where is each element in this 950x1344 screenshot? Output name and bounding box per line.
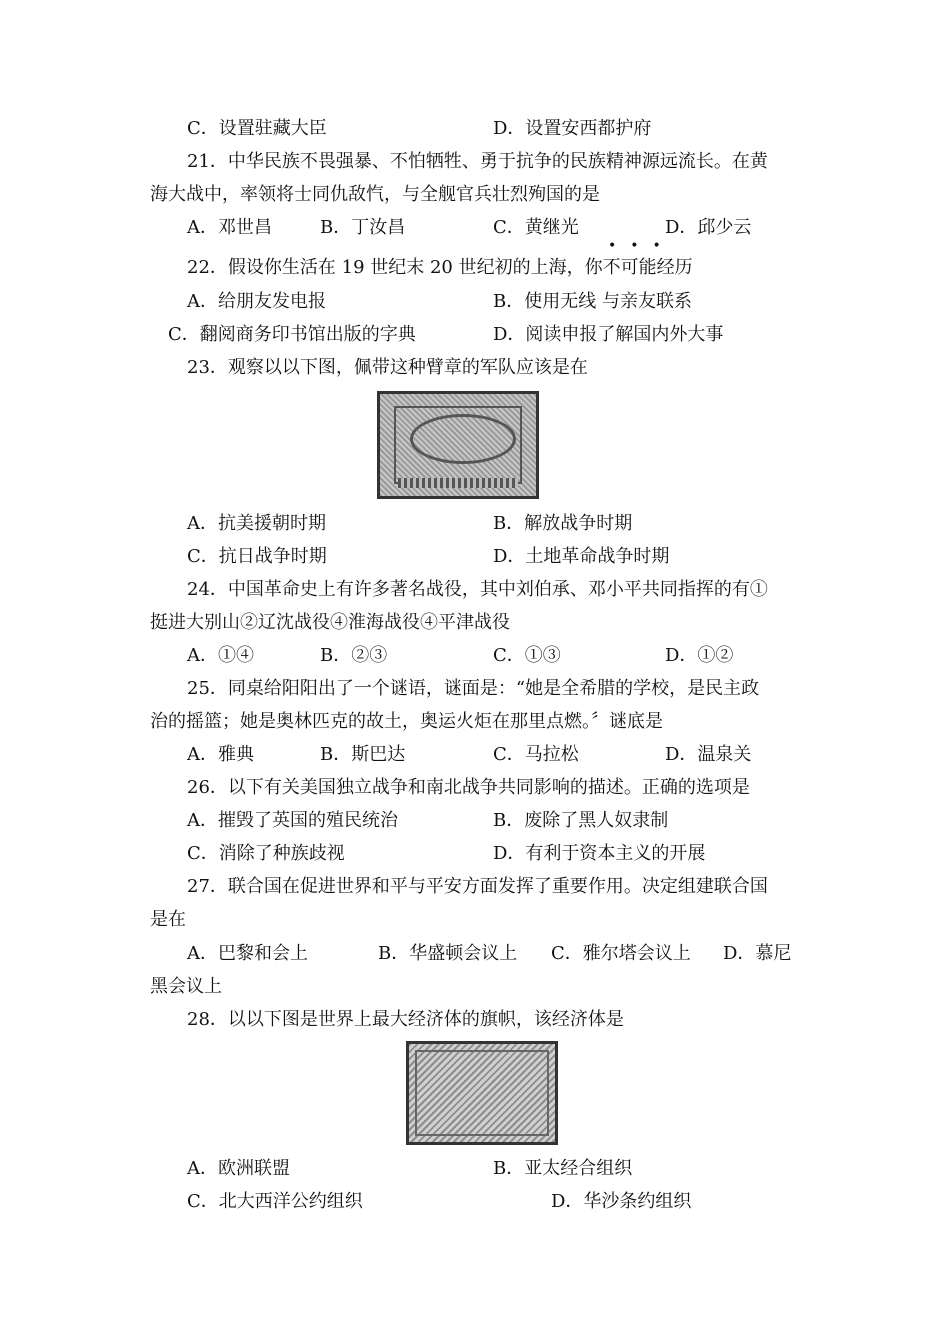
q21-option-d: D．邱少云: [665, 217, 752, 238]
q27-option-d-continued: 黑会议上: [150, 976, 222, 997]
q28-option-a: A．欧洲联盟: [187, 1158, 290, 1179]
q25-option-a: A．雅典: [187, 744, 254, 765]
q27-option-d: D．慕尼: [723, 943, 792, 964]
q24-option-c: C．①③: [493, 645, 561, 666]
q24-option-b: B．②③: [320, 645, 388, 666]
q27-stem-line2: 是在: [150, 909, 186, 930]
q21-option-b: B．丁汝昌: [320, 217, 406, 238]
q27-option-c: C．雅尔塔会议上: [551, 943, 691, 964]
q23-stem: 23．观察以以下图，佩带这种臂章的军队应该是在: [187, 357, 588, 378]
q28-stem: 28．以以下图是世界上最大经济体的旗帜，该经济体是: [187, 1009, 624, 1030]
armband-strip: [398, 478, 518, 488]
q23-option-b: B．解放战争时期: [493, 513, 633, 534]
q26-option-c: C．消除了种族歧视: [187, 843, 345, 864]
q23-option-d: D．土地革命战争时期: [493, 546, 670, 567]
q22-option-b: B．使用无线 与亲友联系: [493, 291, 692, 312]
q23-option-c: C．抗日战争时期: [187, 546, 327, 567]
q22-option-a: A．给朋友发电报: [187, 291, 326, 312]
emphasis-dots: •••: [608, 238, 675, 254]
q21-stem-line2: 海大战中，率领将士同仇敌忾，与全舰官兵壮烈殉国的是: [150, 184, 600, 205]
q27-option-b: B．华盛顿会议上: [378, 943, 518, 964]
armband-image: [377, 391, 539, 499]
q22-option-c: C．翻阅商务印书馆出版的字典: [168, 324, 416, 345]
q21-stem-line1: 21．中华民族不畏强暴、不怕牺牲、勇于抗争的民族精神源远流长。在黄: [187, 151, 768, 172]
q27-stem-line1: 27．联合国在促进世界和平与平安方面发挥了重要作用。决定组建联合国: [187, 876, 768, 897]
q26-option-d: D．有利于资本主义的开展: [493, 843, 706, 864]
q24-stem-line2: 挺进大别山②辽沈战役④淮海战役④平津战役: [150, 612, 510, 633]
q24-option-a: A．①④: [187, 645, 254, 666]
q28-option-c: C．北大西洋公约组织: [187, 1191, 363, 1212]
q22-stem: 22．假设你生活在 19 世纪末 20 世纪初的上海，你不可能经历: [187, 257, 693, 278]
q25-option-d: D．温泉关: [665, 744, 752, 765]
q28-option-d: D．华沙条约组织: [551, 1191, 692, 1212]
q25-option-c: C．马拉松: [493, 744, 579, 765]
q25-stem-line1: 25．同桌给阳阳出了一个谜语，谜面是：“她是全希腊的学校，是民主政: [187, 678, 760, 699]
q28-option-b: B．亚太经合组织: [493, 1158, 633, 1179]
q20-option-d: D．设置安西都护府: [493, 118, 652, 139]
q26-option-a: A．摧毁了英国的殖民统治: [187, 810, 398, 831]
flag-image: [406, 1041, 558, 1145]
q24-stem-line1: 24．中国革命史上有许多著名战役，其中刘伯承、邓小平共同指挥的有①: [187, 579, 768, 600]
q21-option-a: A．邓世昌: [187, 217, 272, 238]
q25-option-b: B．斯巴达: [320, 744, 406, 765]
q24-option-d: D．①②: [665, 645, 734, 666]
q21-option-c: C．黄继光: [493, 217, 579, 238]
q20-option-c: C．设置驻藏大臣: [187, 118, 327, 139]
q26-option-b: B．废除了黑人奴隶制: [493, 810, 669, 831]
q26-stem: 26．以下有关美国独立战争和南北战争共同影响的描述。正确的选项是: [187, 777, 750, 798]
armband-emblem: [410, 414, 516, 464]
q22-option-d: D．阅读申报了解国内外大事: [493, 324, 724, 345]
q27-option-a: A．巴黎和会上: [187, 943, 308, 964]
q25-stem-line2: 治的摇篮；她是奥林匹克的故土，奥运火炬在那里点燃。〞谜底是: [150, 711, 663, 732]
flag-border: [415, 1050, 549, 1136]
q23-option-a: A．抗美援朝时期: [187, 513, 326, 534]
